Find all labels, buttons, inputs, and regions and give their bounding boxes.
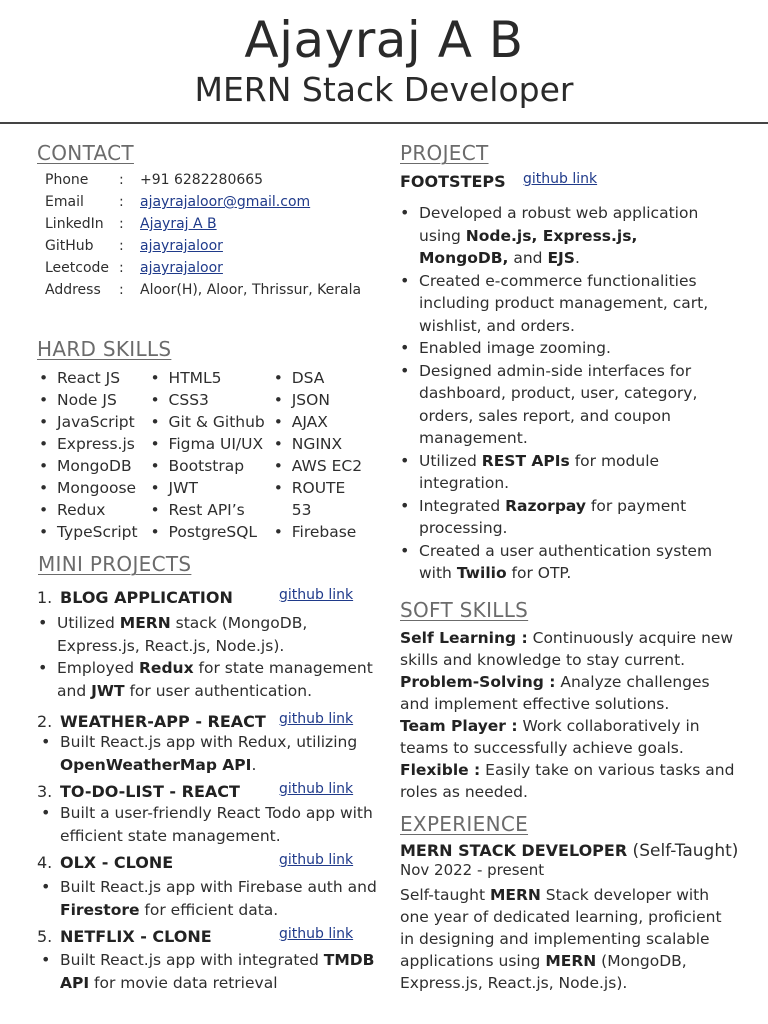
skill-item: • NGINX bbox=[272, 433, 367, 455]
soft-skill-text: Continuously acquire new skills and knowledge to stay current. bbox=[400, 629, 734, 669]
contact-separator: : bbox=[119, 238, 124, 254]
skill-item: • CSS3 bbox=[149, 389, 272, 411]
contact-key: Address bbox=[45, 282, 101, 298]
text-segment: Built a user-friendly React Todo app with efficient state management. bbox=[60, 804, 373, 845]
soft-skill-label: Self Learning : bbox=[400, 629, 528, 647]
skill-item: • HTML5 bbox=[149, 367, 272, 389]
skills-column-1 bbox=[37, 367, 149, 543]
mini-project-header bbox=[37, 712, 266, 731]
mini-project-github-link[interactable]: github link bbox=[279, 711, 354, 727]
soft-skill-item bbox=[400, 715, 735, 759]
text-segment: for state management and bbox=[57, 659, 373, 700]
mini-project-title: BLOG APPLICATION bbox=[60, 588, 233, 607]
bold-text: MERN bbox=[545, 952, 597, 970]
bullet-item bbox=[400, 337, 730, 360]
mini-project-header bbox=[37, 853, 173, 872]
contact-heading: CONTACT bbox=[37, 141, 134, 165]
contact-value: +91 6282280665 bbox=[140, 172, 264, 188]
hard-skills-list bbox=[37, 367, 367, 543]
soft-skills-list bbox=[400, 627, 735, 803]
mini-projects-heading: MINI PROJECTS bbox=[38, 552, 192, 576]
project-github-link[interactable]: github link bbox=[523, 171, 598, 187]
experience-title bbox=[400, 841, 738, 861]
bullet-item bbox=[400, 202, 730, 270]
bullet-item bbox=[38, 612, 383, 657]
text-segment: Enabled image zooming. bbox=[419, 339, 611, 357]
contact-key: LinkedIn bbox=[45, 216, 104, 232]
contact-key: Leetcode bbox=[45, 260, 110, 276]
bullet-item bbox=[400, 540, 730, 585]
skills-column-2 bbox=[149, 367, 272, 543]
contact-row bbox=[45, 257, 365, 279]
text-segment: Integrated bbox=[419, 496, 506, 515]
candidate-name: Ajayraj A B bbox=[244, 11, 524, 69]
bold-text: REST APIs bbox=[481, 451, 570, 470]
soft-skill-label: Flexible : bbox=[400, 761, 481, 779]
mini-project-header bbox=[37, 782, 240, 801]
skill-item: • JWT bbox=[149, 477, 272, 499]
bullet-item bbox=[41, 949, 386, 994]
skill-item: • DSA bbox=[272, 367, 367, 389]
text-segment: stack (MongoDB, Express.js, React.js, Node.js). bbox=[57, 614, 308, 655]
contact-row bbox=[45, 213, 365, 235]
soft-skill-label: Problem-Solving : bbox=[400, 673, 556, 691]
mini-project-title: TO-DO-LIST - REACT bbox=[60, 782, 240, 801]
mini-project-bullets bbox=[38, 612, 383, 702]
skill-item: • PostgreSQL bbox=[149, 521, 272, 543]
contact-value: Aloor(H), Aloor, Thrissur, Kerala bbox=[140, 282, 362, 298]
mini-project-bullets bbox=[41, 876, 386, 921]
bold-text: EJS bbox=[547, 249, 575, 267]
text-segment: Self-taught bbox=[400, 886, 490, 904]
hard-skills-heading: HARD SKILLS bbox=[37, 337, 172, 361]
bullet-item bbox=[400, 360, 730, 450]
skills-column-3 bbox=[272, 367, 367, 543]
bold-text: OpenWeatherMap API bbox=[60, 755, 252, 774]
skill-item: • AJAX bbox=[272, 411, 367, 433]
mini-project-title: OLX - CLONE bbox=[60, 853, 174, 872]
mini-project-github-link[interactable]: github link bbox=[279, 781, 354, 797]
mini-project-github-link[interactable]: github link bbox=[279, 587, 354, 603]
soft-skill-text: Easily take on various tasks and roles as needed. bbox=[400, 761, 735, 801]
mini-project-github-link[interactable]: github link bbox=[279, 926, 354, 942]
bullet-item bbox=[41, 876, 386, 921]
contact-link[interactable]: ajayrajaloor bbox=[140, 260, 223, 276]
bold-text: MERN bbox=[489, 886, 541, 904]
text-segment: . bbox=[574, 249, 580, 267]
bold-text: MERN bbox=[119, 614, 171, 632]
text-segment: Built React.js app with integrated bbox=[60, 951, 324, 969]
bold-text: JWT bbox=[91, 681, 125, 700]
text-segment: Utilized bbox=[419, 451, 482, 470]
text-segment: Developed a robust web application using bbox=[419, 204, 699, 245]
text-segment: Created e-commerce functionalities including product management, cart, wishlist, and orders. bbox=[419, 271, 709, 335]
mini-project-header bbox=[37, 588, 233, 607]
contact-link[interactable]: ajayrajaloor@gmail.com bbox=[140, 194, 311, 210]
soft-skill-item bbox=[400, 627, 735, 671]
soft-skill-text: Work collaboratively in teams to successfully achieve goals. bbox=[400, 717, 700, 757]
contact-separator: : bbox=[119, 194, 124, 210]
contact-row bbox=[45, 191, 365, 213]
contact-key: GitHub bbox=[45, 238, 94, 254]
experience-role: MERN STACK DEVELOPER bbox=[400, 841, 628, 860]
text-segment: Stack developer with one year of dedicated learning, proficient in designing and implementing scalable applications using bbox=[400, 886, 722, 970]
text-segment: and bbox=[508, 249, 548, 267]
skill-item: • Figma UI/UX bbox=[149, 433, 272, 455]
mini-project-number: 4. bbox=[37, 853, 53, 872]
contact-separator: : bbox=[119, 172, 124, 188]
soft-skills-heading: SOFT SKILLS bbox=[400, 598, 529, 622]
contact-separator: : bbox=[119, 260, 124, 276]
contact-separator: : bbox=[119, 282, 124, 298]
soft-skill-item bbox=[400, 671, 735, 715]
mini-project-title: WEATHER-APP - REACT bbox=[60, 712, 266, 731]
mini-project-number: 3. bbox=[37, 782, 53, 801]
contact-list bbox=[45, 169, 365, 301]
text-segment: for efficient data. bbox=[139, 900, 279, 919]
text-segment: . bbox=[251, 755, 257, 774]
bold-text: Twilio bbox=[456, 564, 507, 582]
text-segment: Designed admin-side interfaces for dashboard, product, user, category, orders, sales report, and coupon management. bbox=[419, 361, 698, 447]
skill-item: • AWS EC2 bbox=[272, 455, 367, 477]
contact-separator: : bbox=[119, 216, 124, 232]
mini-project-bullets bbox=[41, 802, 386, 847]
soft-skill-text: Analyze challenges and implement effective solutions. bbox=[400, 673, 710, 713]
experience-date: Nov 2022 - present bbox=[400, 861, 545, 879]
soft-skill-item bbox=[400, 759, 735, 803]
skill-item: • Redux bbox=[37, 499, 149, 521]
candidate-role: MERN Stack Developer bbox=[194, 70, 574, 109]
skill-item: • Rest API’s bbox=[149, 499, 272, 521]
resume-header bbox=[0, 0, 768, 124]
mini-project-header bbox=[37, 927, 212, 946]
skill-item: • React JS bbox=[37, 367, 149, 389]
contact-key: Email bbox=[45, 194, 84, 210]
header-divider bbox=[0, 122, 768, 124]
experience-type: (Self-Taught) bbox=[627, 841, 739, 861]
bold-text: Redux bbox=[139, 659, 194, 677]
text-segment: (MongoDB, Express.js, React.js, Node.js). bbox=[400, 952, 687, 992]
skill-item: • ROUTE 53 bbox=[272, 477, 367, 521]
bullet-item bbox=[41, 802, 386, 847]
project-name: FOOTSTEPS bbox=[400, 172, 506, 191]
contact-row bbox=[45, 169, 365, 191]
bold-text: Razorpay bbox=[505, 496, 586, 515]
skill-item: • Node JS bbox=[37, 389, 149, 411]
skill-item: • Git & Github bbox=[149, 411, 272, 433]
text-segment: for user authentication. bbox=[124, 681, 313, 700]
skill-item: • TypeScript bbox=[37, 521, 149, 543]
text-segment: for module integration. bbox=[419, 451, 660, 492]
contact-key: Phone bbox=[45, 172, 89, 188]
text-segment: Built React.js app with Firebase auth and bbox=[60, 878, 377, 896]
skill-item: • JSON bbox=[272, 389, 367, 411]
skill-item: • Firebase bbox=[272, 521, 367, 543]
text-segment: Built React.js app with Redux, utilizing bbox=[60, 733, 358, 751]
text-segment: for movie data retrieval bbox=[89, 973, 278, 992]
bullet-item bbox=[400, 495, 730, 540]
mini-project-bullets bbox=[41, 731, 386, 776]
text-segment: for OTP. bbox=[506, 564, 572, 582]
contact-link[interactable]: ajayrajaloor bbox=[140, 238, 223, 254]
bold-text: Firestore bbox=[60, 900, 140, 919]
bold-text: Node.js, Express.js, MongoDB, bbox=[419, 226, 638, 267]
skill-item: • Express.js bbox=[37, 433, 149, 455]
mini-project-title: NETFLIX - CLONE bbox=[60, 927, 212, 946]
text-segment: Created a user authentication system with bbox=[419, 541, 713, 582]
mini-project-bullets bbox=[41, 949, 386, 994]
text-segment: Employed bbox=[57, 659, 139, 677]
bold-text: TMDB API bbox=[60, 951, 375, 992]
skill-item: • MongoDB bbox=[37, 455, 149, 477]
text-segment: Utilized bbox=[57, 614, 120, 632]
mini-project-number: 1. bbox=[37, 588, 53, 607]
soft-skill-label: Team Player : bbox=[400, 717, 518, 735]
project-bullets bbox=[400, 202, 730, 585]
mini-project-github-link[interactable]: github link bbox=[279, 852, 354, 868]
skill-item: • Mongoose bbox=[37, 477, 149, 499]
contact-row bbox=[45, 235, 365, 257]
experience-description bbox=[400, 884, 735, 994]
mini-project-number: 5. bbox=[37, 927, 53, 946]
bullet-item bbox=[400, 450, 730, 495]
bullet-item bbox=[41, 731, 386, 776]
project-heading: PROJECT bbox=[400, 141, 489, 165]
bullet-item bbox=[400, 270, 730, 338]
contact-row bbox=[45, 279, 365, 301]
experience-heading: EXPERIENCE bbox=[400, 812, 529, 836]
skill-item: • Bootstrap bbox=[149, 455, 272, 477]
skill-item: • JavaScript bbox=[37, 411, 149, 433]
mini-project-number: 2. bbox=[37, 712, 53, 731]
contact-link[interactable]: Ajayraj A B bbox=[140, 216, 217, 232]
bullet-item bbox=[38, 657, 383, 702]
text-segment: for payment processing. bbox=[419, 496, 687, 537]
